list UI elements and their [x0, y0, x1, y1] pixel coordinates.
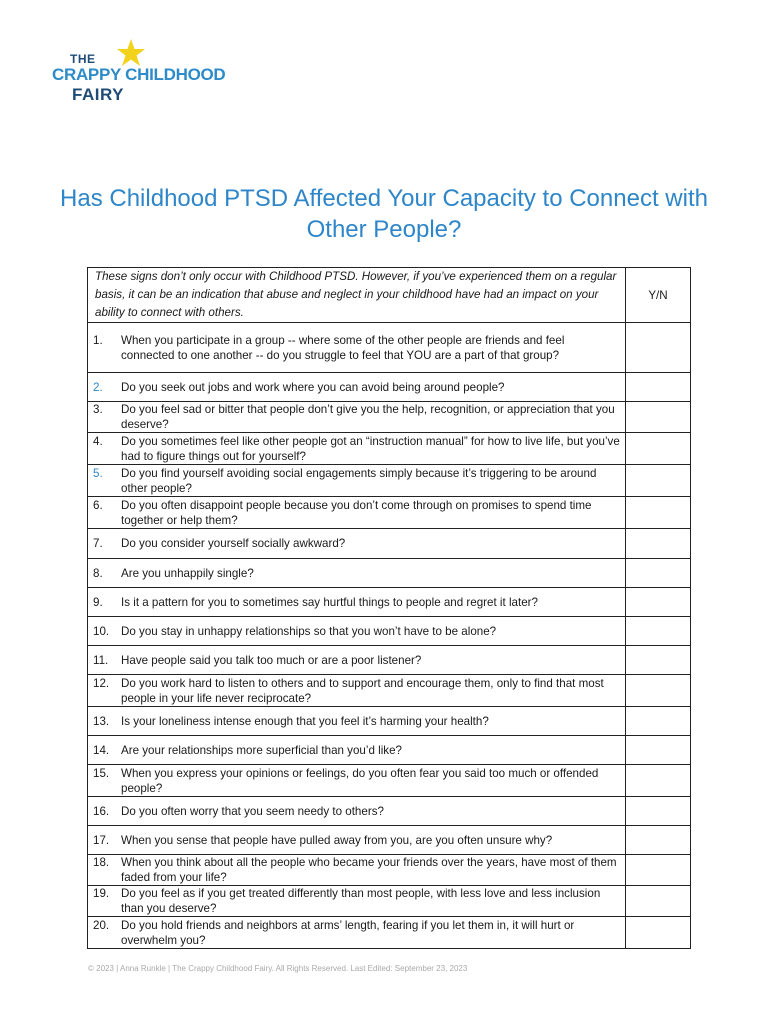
question-cell — [88, 373, 626, 402]
answer-cell[interactable] — [626, 675, 691, 707]
question-row — [88, 736, 691, 765]
question-number: 2. — [93, 380, 103, 394]
table-header-row — [88, 268, 691, 323]
answer-cell[interactable] — [626, 373, 691, 402]
question-cell — [88, 402, 626, 433]
question-text: Do you sometimes feel like other people got an “instruction manual” for how to live life, but you’ve had to figure things out for yourself? — [121, 434, 620, 463]
question-row — [88, 707, 691, 736]
question-number: 5. — [93, 466, 103, 480]
answer-cell[interactable] — [626, 559, 691, 588]
question-cell — [88, 323, 626, 373]
question-row — [88, 465, 691, 497]
question-cell — [88, 917, 626, 949]
page-title: Has Childhood PTSD Affected Your Capacity to Connect with Other People? — [60, 185, 708, 243]
answer-cell[interactable] — [626, 497, 691, 529]
answer-cell[interactable] — [626, 886, 691, 917]
question-text: Do you find yourself avoiding social engagements simply because it’s triggering to be around other people? — [121, 466, 597, 495]
question-cell — [88, 675, 626, 707]
question-number: 9. — [93, 595, 103, 609]
question-number: 7. — [93, 537, 103, 550]
question-number: 12. — [93, 676, 110, 690]
question-text: Do you feel sad or bitter that people don’t give you the help, recognition, or appreciation that you deserve? — [121, 403, 615, 431]
question-cell — [88, 826, 626, 855]
answer-cell[interactable] — [626, 917, 691, 949]
logo-the: THE — [70, 52, 96, 66]
footer-copyright: © 2023 | Anna Runkle | The Crappy Childhood Fairy. All Rights Reserved. Last Edited: September 23, 2023 — [88, 964, 468, 973]
question-text: Is it a pattern for you to sometimes say hurtful things to people and regret it later? — [121, 595, 538, 609]
question-row — [88, 373, 691, 402]
question-row — [88, 675, 691, 707]
answer-cell[interactable] — [626, 765, 691, 797]
question-number: 18. — [93, 856, 110, 869]
question-text: Do you hold friends and neighbors at arms’ length, fearing if you let them in, it will hurt or overwhelm you? — [121, 918, 575, 947]
answer-cell[interactable] — [626, 646, 691, 675]
question-text: Do you work hard to listen to others and to support and encourage them, only to find that most people in your life never reciprocate? — [121, 676, 604, 705]
question-row — [88, 797, 691, 826]
question-row — [88, 529, 691, 559]
question-cell — [88, 529, 626, 559]
star-icon — [116, 38, 146, 68]
question-row — [88, 826, 691, 855]
logo-fairy: FAIRY — [72, 85, 124, 104]
question-cell — [88, 765, 626, 797]
question-cell — [88, 797, 626, 826]
question-text: Do you feel as if you get treated differently than most people, with less love and less inclusion than you deserve? — [121, 887, 601, 915]
question-row — [88, 917, 691, 949]
answer-cell[interactable] — [626, 588, 691, 617]
intro-cell — [88, 268, 626, 323]
question-text: When you sense that people have pulled away from you, are you often unsure why? — [121, 833, 553, 847]
answer-cell[interactable] — [626, 707, 691, 736]
intro-text: These signs don’t only occur with Childhood PTSD. However, if you’ve experienced them on a regular basis, it can be an indication that abuse and neglect in your childhood have had an impact on your ability to connect with others. — [95, 270, 617, 319]
question-text: Are you unhappily single? — [121, 566, 254, 580]
question-row — [88, 497, 691, 529]
question-number: 11. — [93, 653, 109, 667]
question-cell — [88, 433, 626, 465]
question-row — [88, 886, 691, 917]
question-row — [88, 765, 691, 797]
question-row — [88, 588, 691, 617]
question-row — [88, 559, 691, 588]
question-text: Do you seek out jobs and work where you can avoid being around people? — [121, 380, 505, 394]
question-text: Have people said you talk too much or are a poor listener? — [121, 653, 422, 667]
question-text: Do you often worry that you seem needy to others? — [121, 804, 384, 818]
logo — [52, 38, 226, 108]
answer-cell[interactable] — [626, 617, 691, 646]
answer-cell[interactable] — [626, 402, 691, 433]
question-number: 14. — [93, 743, 110, 757]
question-number: 8. — [93, 566, 103, 580]
question-cell — [88, 855, 626, 886]
question-cell — [88, 559, 626, 588]
question-text: Do you often disappoint people because you don’t come through on promises to spend time together or help them? — [121, 498, 592, 527]
logo-crappy-childhood: CRAPPY CHILDHOOD — [52, 65, 226, 84]
question-cell — [88, 588, 626, 617]
question-number: 17. — [93, 833, 110, 847]
question-row — [88, 433, 691, 465]
question-number: 19. — [93, 887, 110, 900]
question-number: 15. — [93, 766, 110, 780]
question-number: 10. — [93, 624, 110, 638]
question-row — [88, 402, 691, 433]
answer-cell[interactable] — [626, 826, 691, 855]
question-text: When you think about all the people who became your friends over the years, have most of them faded from your life? — [121, 856, 617, 884]
question-number: 4. — [93, 434, 103, 448]
question-row — [88, 855, 691, 886]
question-number: 6. — [93, 498, 103, 512]
question-number: 20. — [93, 918, 110, 932]
answer-cell[interactable] — [626, 855, 691, 886]
question-cell — [88, 497, 626, 529]
answer-cell[interactable] — [626, 736, 691, 765]
question-text: Is your loneliness intense enough that you feel it’s harming your health? — [121, 714, 489, 728]
answer-cell[interactable] — [626, 323, 691, 373]
question-cell — [88, 736, 626, 765]
answer-cell[interactable] — [626, 797, 691, 826]
question-text: When you participate in a group -- where some of the other people are friends and feel connected to one another -- do you struggle to feel that YOU are a part of that group? — [121, 333, 565, 362]
question-cell — [88, 646, 626, 675]
question-number: 1. — [93, 333, 103, 347]
question-row — [88, 323, 691, 373]
checklist-table — [87, 267, 691, 949]
question-text: When you express your opinions or feelings, do you often fear you said too much or offended people? — [121, 766, 599, 795]
question-number: 16. — [93, 804, 110, 818]
question-number: 3. — [93, 403, 103, 416]
answer-cell[interactable] — [626, 433, 691, 465]
question-cell — [88, 465, 626, 497]
yn-header: Y/N — [626, 268, 691, 323]
question-row — [88, 646, 691, 675]
question-text: Do you stay in unhappy relationships so that you won’t have to be alone? — [121, 624, 497, 638]
question-cell — [88, 617, 626, 646]
answer-cell[interactable] — [626, 529, 691, 559]
question-cell — [88, 886, 626, 917]
question-number: 13. — [93, 714, 110, 728]
answer-cell[interactable] — [626, 465, 691, 497]
question-text: Do you consider yourself socially awkward? — [121, 537, 346, 550]
question-text: Are your relationships more superficial than you’d like? — [121, 743, 402, 757]
question-row — [88, 617, 691, 646]
question-cell — [88, 707, 626, 736]
